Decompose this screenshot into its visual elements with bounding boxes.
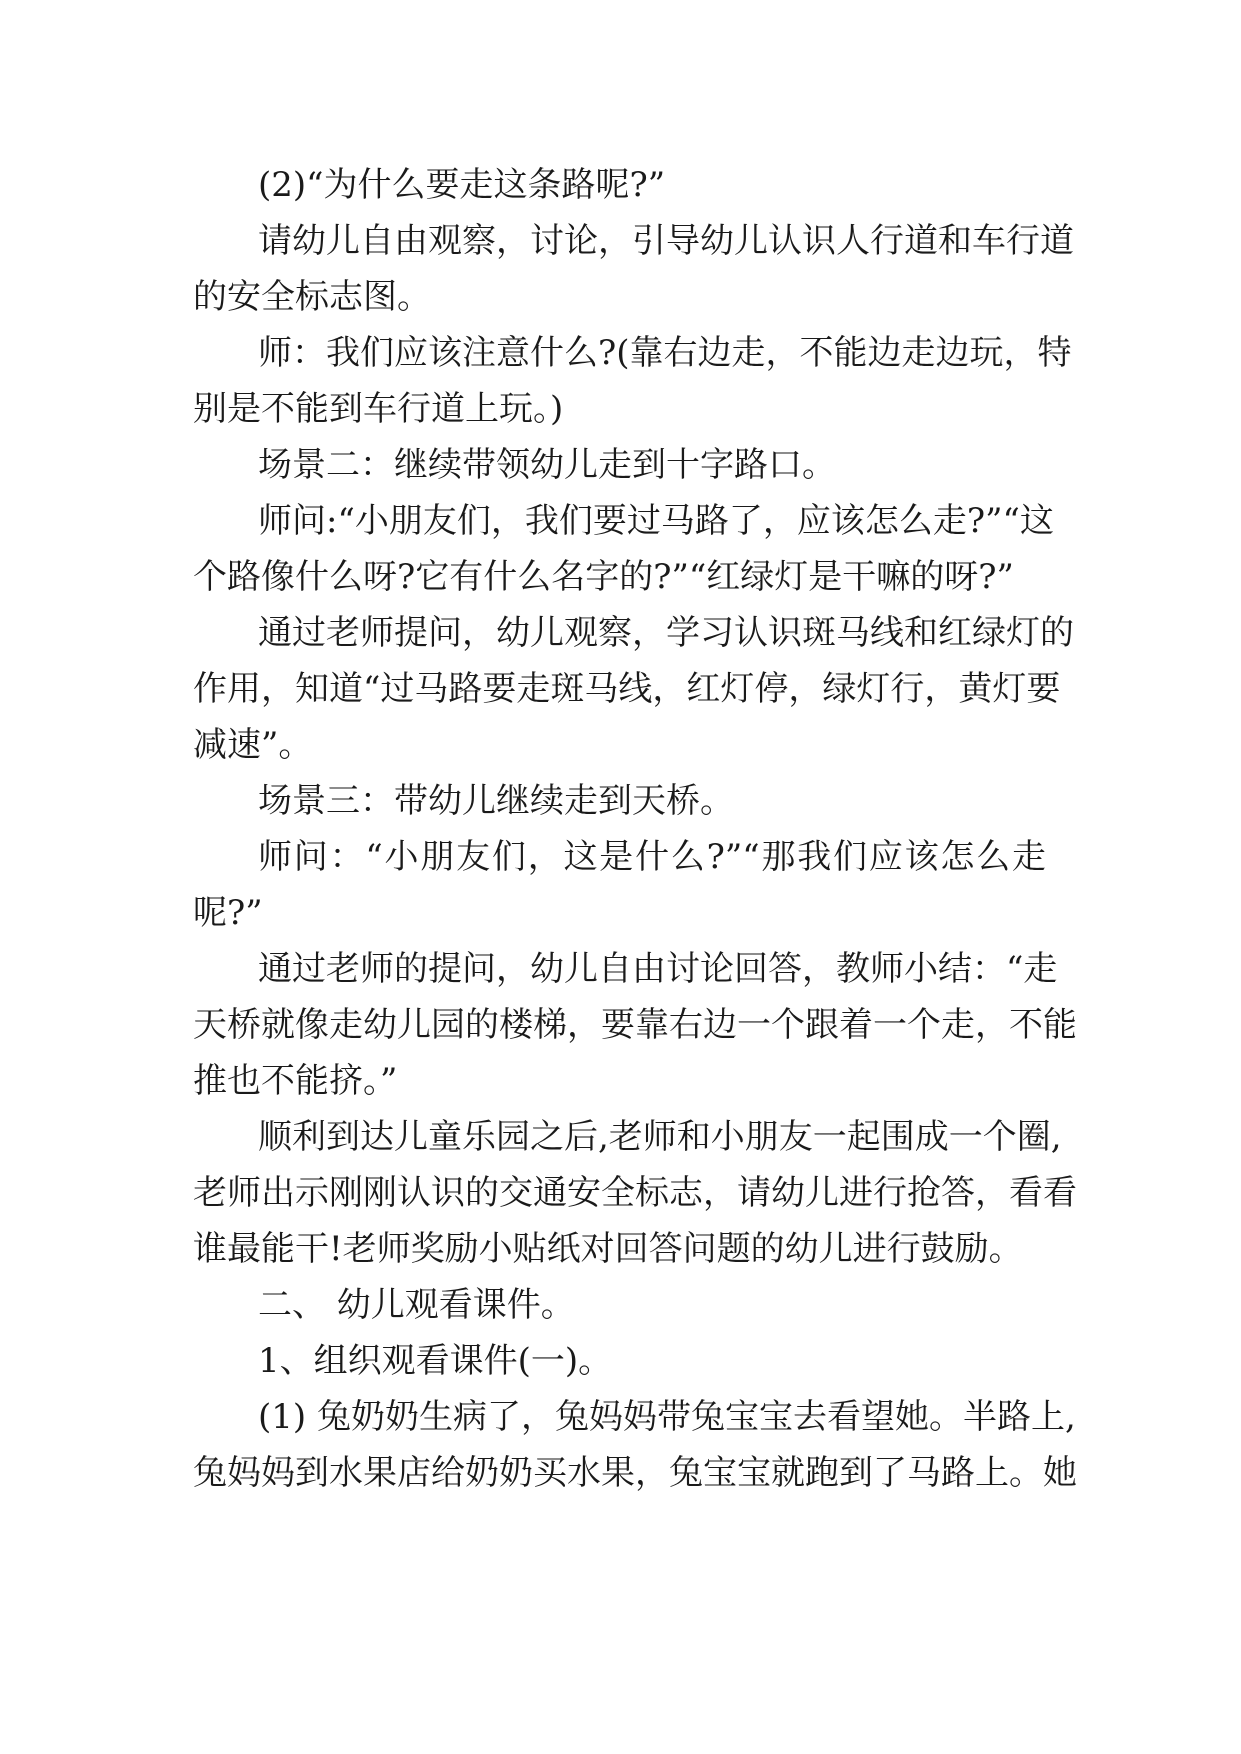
text-line: 个路像什么呀?它有什么名字的?”“红绿灯是干嘛的呀?” [193,557,1014,597]
text-line: 师：我们应该注意什么?(靠右边走，不能边走边玩，特 [258,333,1072,373]
text-line: 场景三：带幼儿继续走到天桥。 [258,781,734,821]
text-line: 谁最能干!老师奖励小贴纸对回答问题的幼儿进行鼓励。 [193,1229,1023,1269]
text-line: 别是不能到车行道上玩。) [193,389,564,429]
text-line: 呢?” [193,893,263,933]
text-line: 请幼儿自由观察，讨论，引导幼儿认识人行道和车行道 [258,221,1074,261]
text-line: 天桥就像走幼儿园的楼梯，要靠右边一个跟着一个走，不能 [193,1005,1077,1045]
text-line: 兔妈妈到水果店给奶奶买水果，兔宝宝就跑到了马路上。她 [193,1453,1077,1493]
text-line: 减速”。 [193,725,313,765]
text-line: (2)“为什么要走这条路呢?” [258,165,666,205]
text-line: 作用，知道“过马路要走斑马线，红灯停，绿灯行，黄灯要 [193,669,1061,709]
section-heading: 二、 幼儿观看课件。 [258,1285,575,1325]
text-line: 通过老师的提问，幼儿自由讨论回答，教师小结：“走 [258,949,1058,989]
text-line: 老师出示刚刚认识的交通安全标志，请幼儿进行抢答，看看 [193,1173,1077,1213]
text-line: 顺利到达儿童乐园之后,老师和小朋友一起围成一个圈, [258,1117,1062,1157]
subsection-heading: 1、组织观看课件(一)。 [258,1341,613,1381]
text-line: 场景二：继续带领幼儿走到十字路口。 [258,445,836,485]
text-line: 师问：“小朋友们，这是什么?”“那我们应该怎么走 [258,837,1046,877]
text-line: 推也不能挤。” [193,1061,398,1101]
text-line: 师问:“小朋友们，我们要过马路了，应该怎么走?”“这 [258,501,1054,541]
text-line: 的安全标志图。 [193,277,431,317]
text-line: (1) 兔奶奶生病了，兔妈妈带兔宝宝去看望她。半路上, [258,1397,1076,1437]
text-line: 通过老师提问，幼儿观察，学习认识斑马线和红绿灯的 [258,613,1074,653]
